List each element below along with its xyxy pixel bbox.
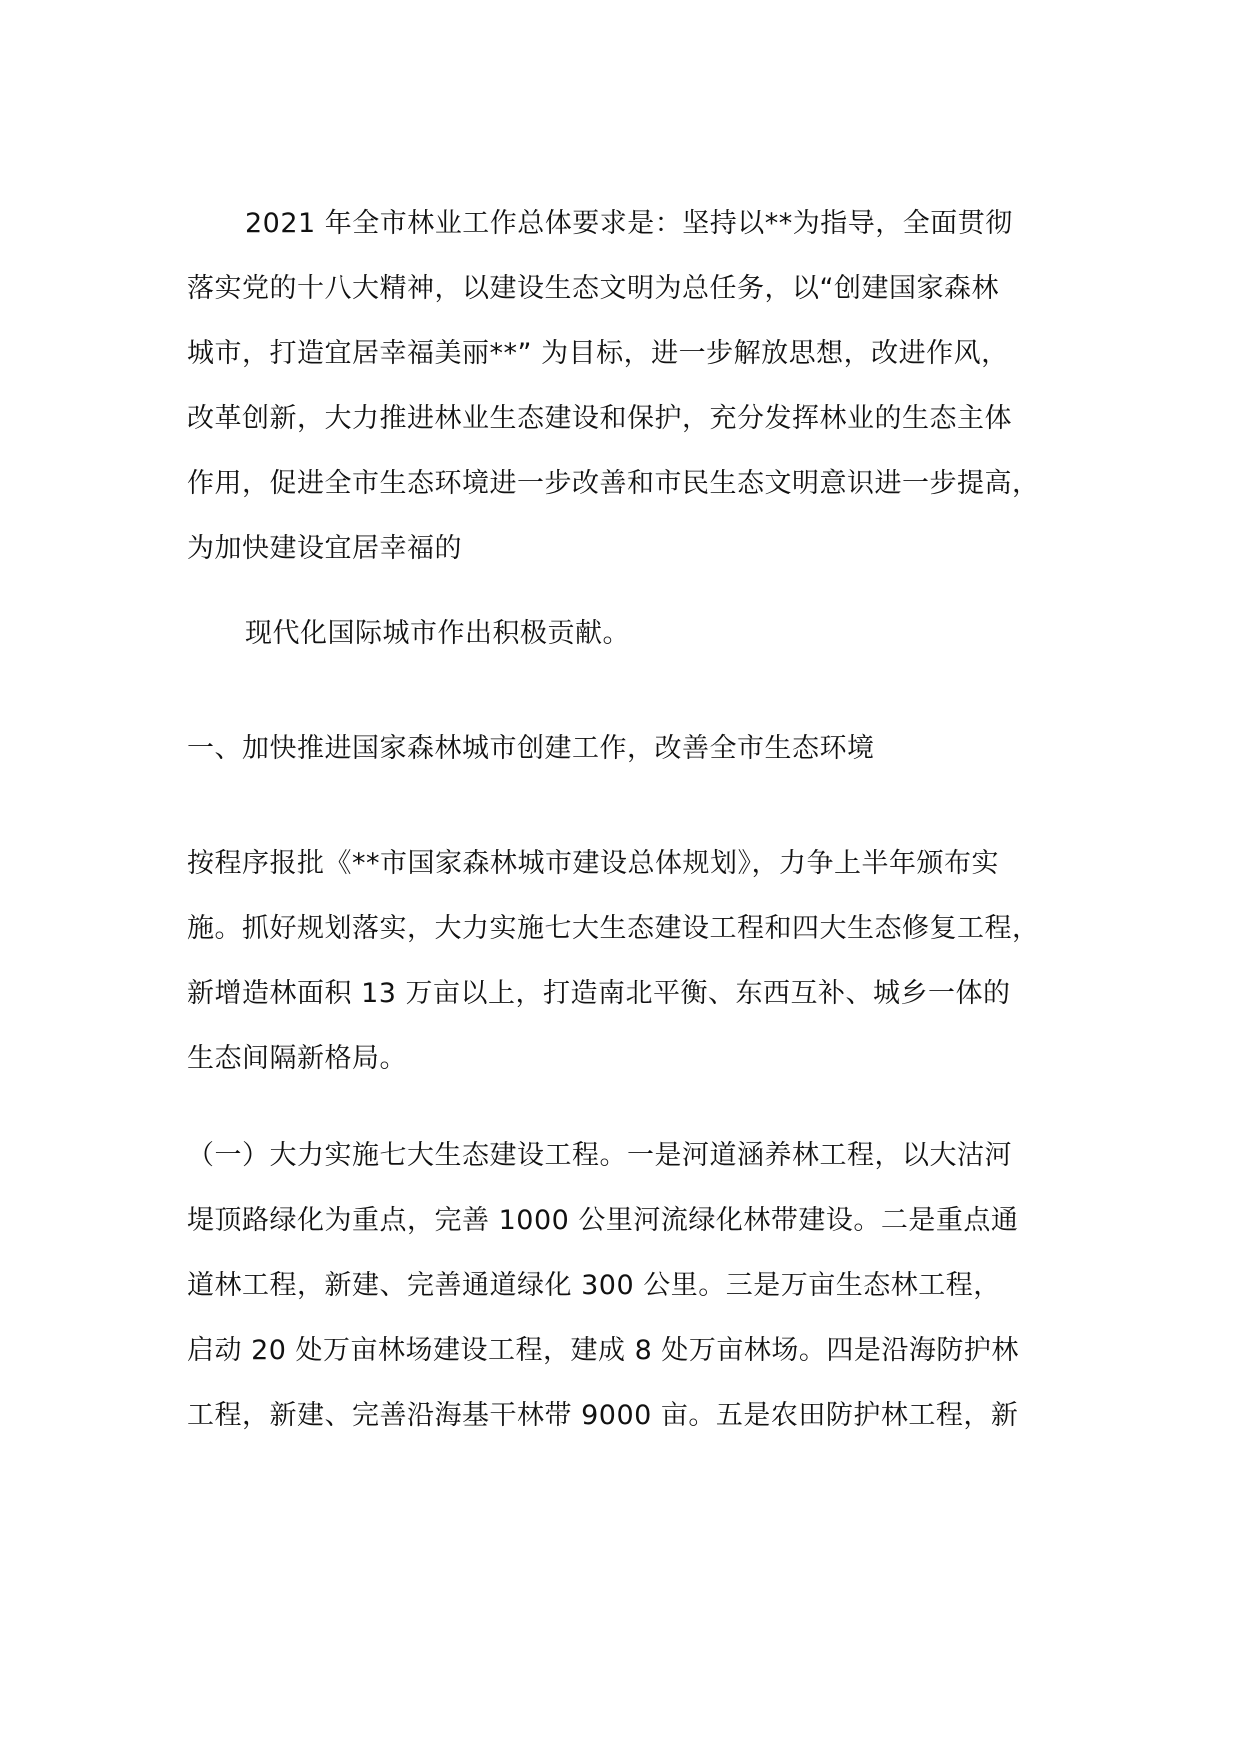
text-line: 2021 年全市林业工作总体要求是：坚持以**为指导，全面贯彻 bbox=[245, 208, 1013, 239]
section-heading bbox=[187, 716, 1077, 781]
text-line: 改革创新，大力推进林业生态建设和保护，充分发挥林业的生态主体 bbox=[187, 403, 1012, 434]
paragraph-seven-projects bbox=[187, 1123, 1077, 1448]
text-line: 现代化国际城市作出积极贡献。 bbox=[245, 618, 630, 649]
paragraph-plan-approval bbox=[187, 831, 1077, 1091]
text-line: 城市，打造宜居幸福美丽**” 为目标，进一步解放思想，改进作风， bbox=[187, 338, 1009, 369]
paragraph-contribution bbox=[187, 601, 1077, 666]
text-line: 启动 20 处万亩林场建设工程，建成 8 处万亩林场。四是沿海防护林 bbox=[187, 1335, 1019, 1366]
text-line: 新增造林面积 13 万亩以上，打造南北平衡、东西互补、城乡一体的 bbox=[187, 978, 1011, 1009]
text-line: 施。抓好规划落实，大力实施七大生态建设工程和四大生态修复工程， bbox=[187, 913, 1040, 944]
paragraph-overall-requirements bbox=[187, 191, 1077, 581]
heading-text: 一、加快推进国家森林城市创建工作，改善全市生态环境 bbox=[187, 733, 875, 764]
text-line: 生态间隔新格局。 bbox=[187, 1043, 407, 1074]
text-line: （一）大力实施七大生态建设工程。一是河道涵养林工程，以大沽河 bbox=[187, 1140, 1012, 1171]
text-line: 为加快建设宜居幸福的 bbox=[187, 533, 462, 564]
text-line: 工程，新建、完善沿海基干林带 9000 亩。五是农田防护林工程，新 bbox=[187, 1400, 1019, 1431]
text-line: 落实党的十八大精神，以建设生态文明为总任务，以“创建国家森林 bbox=[187, 273, 999, 304]
text-line: 按程序报批《**市国家森林城市建设总体规划》，力争上半年颁布实 bbox=[187, 848, 999, 879]
text-line: 道林工程，新建、完善通道绿化 300 公里。三是万亩生态林工程， bbox=[187, 1270, 1001, 1301]
text-line: 作用，促进全市生态环境进一步改善和市民生态文明意识进一步提高， bbox=[187, 468, 1040, 499]
text-line: 堤顶路绿化为重点，完善 1000 公里河流绿化林带建设。二是重点通 bbox=[187, 1205, 1019, 1236]
